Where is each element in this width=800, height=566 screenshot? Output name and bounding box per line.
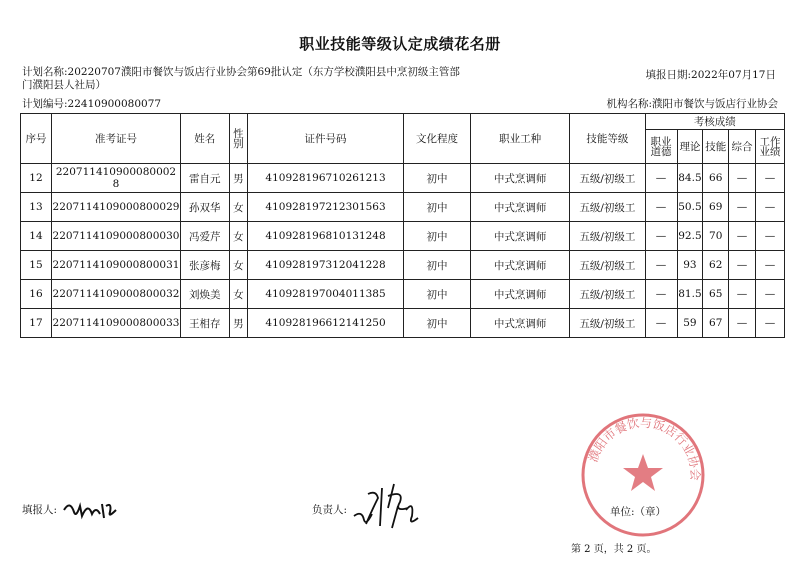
table-row bbox=[21, 309, 785, 338]
header-gender: 性别 bbox=[229, 114, 248, 164]
cell-work-performance: — bbox=[755, 280, 784, 309]
cell-exam-no: 2207114109000800031 bbox=[51, 251, 180, 280]
responsible-signature bbox=[348, 480, 438, 530]
cell-id-no: 410928196710261213 bbox=[248, 164, 404, 193]
table-row bbox=[21, 164, 785, 193]
cell-education: 初中 bbox=[404, 309, 471, 338]
cell-seq: 13 bbox=[21, 193, 52, 222]
cell-work-performance: — bbox=[755, 193, 784, 222]
cell-exam-no: 2207114109000800032 bbox=[51, 280, 180, 309]
cell-level: 五级/初级工 bbox=[570, 251, 645, 280]
cell-name: 刘焕美 bbox=[181, 280, 230, 309]
cell-comprehensive: — bbox=[729, 280, 756, 309]
organization-seal-stamp bbox=[578, 410, 708, 540]
cell-name: 张彦梅 bbox=[181, 251, 230, 280]
cell-job: 中式烹调师 bbox=[471, 164, 570, 193]
cell-theory: 93 bbox=[677, 251, 703, 280]
header-level: 技能等级 bbox=[570, 114, 645, 164]
header-comprehensive: 综合 bbox=[729, 130, 756, 164]
table-row bbox=[21, 280, 785, 309]
cell-level: 五级/初级工 bbox=[570, 280, 645, 309]
plan-name-value: 20220707濮阳市餐饮与饭店行业协会第69批认定（东方学校濮阳县中烹初级主管部门濮阳县人社局） bbox=[22, 66, 460, 91]
header-theory: 理论 bbox=[677, 130, 703, 164]
cell-exam-no: 220711410900080002 8 bbox=[51, 164, 180, 193]
cell-ethics: — bbox=[645, 193, 677, 222]
responsible-label: 负责人: bbox=[312, 504, 348, 516]
roster-body bbox=[21, 164, 785, 338]
cell-seq: 16 bbox=[21, 280, 52, 309]
cell-seq: 17 bbox=[21, 309, 52, 338]
fill-date-label: 填报日期: bbox=[645, 69, 692, 81]
header-education: 文化程度 bbox=[404, 114, 471, 164]
cell-skill: 62 bbox=[703, 251, 729, 280]
cell-id-no: 410928197212301563 bbox=[248, 193, 404, 222]
cell-education: 初中 bbox=[404, 251, 471, 280]
cell-comprehensive: — bbox=[729, 309, 756, 338]
filler-signature bbox=[60, 492, 120, 524]
cell-skill: 67 bbox=[703, 309, 729, 338]
document-title: 职业技能等级认定成绩花名册 bbox=[299, 35, 501, 53]
unit-seal-note: （章） bbox=[634, 506, 667, 518]
cell-exam-no: 2207114109000800030 bbox=[51, 222, 180, 251]
header-skill: 技能 bbox=[703, 130, 729, 164]
cell-job: 中式烹调师 bbox=[471, 251, 570, 280]
cell-theory: 84.5 bbox=[677, 164, 703, 193]
cell-education: 初中 bbox=[404, 164, 471, 193]
cell-seq: 14 bbox=[21, 222, 52, 251]
cell-exam-no: 2207114109000800033 bbox=[51, 309, 180, 338]
cell-theory: 92.5 bbox=[677, 222, 703, 251]
table-row bbox=[21, 222, 785, 251]
cell-gender: 女 bbox=[229, 280, 248, 309]
cell-gender: 女 bbox=[229, 222, 248, 251]
filler-label: 填报人: bbox=[22, 504, 58, 516]
cell-comprehensive: — bbox=[729, 222, 756, 251]
cell-seq: 12 bbox=[21, 164, 52, 193]
cell-theory: 81.5 bbox=[677, 280, 703, 309]
fill-date bbox=[646, 69, 777, 82]
plan-name bbox=[22, 66, 462, 92]
cell-education: 初中 bbox=[404, 280, 471, 309]
cell-theory: 50.5 bbox=[677, 193, 703, 222]
cell-skill: 69 bbox=[703, 193, 729, 222]
organization bbox=[606, 98, 778, 111]
header-job: 职业工种 bbox=[471, 114, 570, 164]
responsible bbox=[312, 502, 347, 517]
cell-id-no: 410928196810131248 bbox=[248, 222, 404, 251]
cell-level: 五级/初级工 bbox=[570, 164, 645, 193]
cell-education: 初中 bbox=[404, 193, 471, 222]
cell-work-performance: — bbox=[755, 251, 784, 280]
header-exam-no: 准考证号 bbox=[51, 114, 180, 164]
organization-label: 机构名称: bbox=[606, 98, 652, 110]
cell-job: 中式烹调师 bbox=[471, 193, 570, 222]
cell-ethics: — bbox=[645, 309, 677, 338]
seal-text: 濮阳市餐饮与饭店行业协会 bbox=[585, 415, 703, 481]
cell-skill: 65 bbox=[703, 280, 729, 309]
cell-level: 五级/初级工 bbox=[570, 193, 645, 222]
cell-name: 王相存 bbox=[181, 309, 230, 338]
table-row bbox=[21, 251, 785, 280]
cell-skill: 66 bbox=[703, 164, 729, 193]
cell-seq: 15 bbox=[21, 251, 52, 280]
plan-name-label: 计划名称: bbox=[22, 66, 68, 78]
header-name: 姓名 bbox=[181, 114, 230, 164]
cell-id-no: 410928197004011385 bbox=[248, 280, 404, 309]
cell-comprehensive: — bbox=[729, 193, 756, 222]
cell-work-performance: — bbox=[755, 164, 784, 193]
cell-gender: 男 bbox=[229, 164, 248, 193]
cell-gender: 男 bbox=[229, 309, 248, 338]
cell-job: 中式烹调师 bbox=[471, 309, 570, 338]
cell-job: 中式烹调师 bbox=[471, 222, 570, 251]
cell-comprehensive: — bbox=[729, 164, 756, 193]
cell-education: 初中 bbox=[404, 222, 471, 251]
cell-skill: 70 bbox=[703, 222, 729, 251]
cell-ethics: — bbox=[645, 251, 677, 280]
header-work-performance: 工作业绩 bbox=[755, 130, 784, 164]
cell-name: 冯爱芹 bbox=[181, 222, 230, 251]
fill-date-value: 2022年07月17日 bbox=[691, 69, 776, 81]
cell-exam-no: 2207114109000800029 bbox=[51, 193, 180, 222]
cell-comprehensive: — bbox=[729, 251, 756, 280]
cell-level: 五级/初级工 bbox=[570, 222, 645, 251]
header-ethics: 职业道德 bbox=[645, 130, 677, 164]
cell-level: 五级/初级工 bbox=[570, 309, 645, 338]
roster-table bbox=[20, 113, 785, 338]
unit-label: 单位: bbox=[610, 506, 635, 518]
table-row bbox=[21, 193, 785, 222]
organization-value: 濮阳市餐饮与饭店行业协会 bbox=[652, 98, 778, 110]
cell-gender: 女 bbox=[229, 251, 248, 280]
header-scores-group: 考核成绩 bbox=[645, 114, 784, 130]
cell-work-performance: — bbox=[755, 222, 784, 251]
plan-number bbox=[22, 98, 161, 111]
page-number: 第 2 页，共 2 页。 bbox=[571, 544, 657, 555]
cell-name: 雷自元 bbox=[181, 164, 230, 193]
header-seq: 序号 bbox=[21, 114, 52, 164]
cell-ethics: — bbox=[645, 280, 677, 309]
cell-work-performance: — bbox=[755, 309, 784, 338]
header-id-no: 证件号码 bbox=[248, 114, 404, 164]
cell-id-no: 410928196612141250 bbox=[248, 309, 404, 338]
cell-ethics: — bbox=[645, 222, 677, 251]
cell-name: 孙双华 bbox=[181, 193, 230, 222]
cell-gender: 女 bbox=[229, 193, 248, 222]
filler bbox=[22, 502, 57, 517]
cell-job: 中式烹调师 bbox=[471, 280, 570, 309]
cell-theory: 59 bbox=[677, 309, 703, 338]
plan-number-value: 22410900080077 bbox=[67, 98, 162, 110]
cell-ethics: — bbox=[645, 164, 677, 193]
cell-id-no: 410928197312041228 bbox=[248, 251, 404, 280]
plan-number-label: 计划编号: bbox=[22, 98, 68, 110]
